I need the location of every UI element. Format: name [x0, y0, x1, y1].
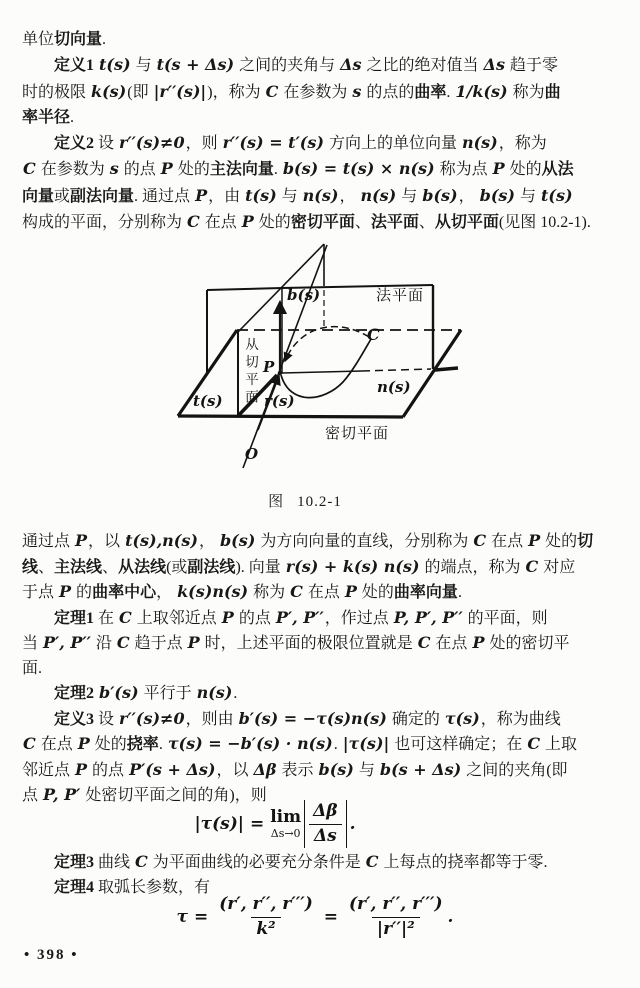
fraction-r-squared	[344, 894, 448, 940]
text-line: 点 P, P′ 处密切平面之间的角)，则	[22, 785, 267, 804]
limit-operator	[270, 809, 301, 839]
lim-subscript: Δs→0	[270, 827, 301, 840]
formula-lhs: τ	[176, 907, 188, 927]
abs-bar-left	[304, 800, 305, 848]
text-line: 邻近点 P 的点 P′(s + Δs)，以 Δβ 表示 b(s) 与 b(s + Δs) 之间的夹角(即	[22, 759, 568, 779]
fraction-denominator: Δs	[309, 824, 342, 847]
text-line: 向量或副法向量. 通过点 P，由 t(s) 与 n(s)， n(s) 与 b(s)， b(s) 与 t(s)	[22, 185, 573, 205]
label-osculating-plane: 密切平面	[325, 426, 390, 442]
equals-sign: =	[249, 814, 265, 834]
text-line: 定义1 t(s) 与 t(s + Δs) 之间的夹角与 Δs 之比的绝对值当 Δs 趋于零	[54, 55, 558, 75]
abs-bar-right	[346, 800, 347, 848]
label-rectifying-plane: 从切平面	[243, 337, 258, 407]
formula-period: .	[349, 814, 356, 834]
text-line: 面.	[22, 659, 43, 677]
figure-caption-label: 图	[268, 494, 284, 510]
curve-C	[281, 327, 371, 398]
formula-lhs: |τ(s)|	[194, 814, 244, 834]
text-line: 于点 P 的曲率中心， k(s)n(s) 称为 C 在点 P 处的曲率向量.	[22, 582, 462, 601]
label-origin-O: O	[245, 445, 259, 463]
label-point-P: P	[263, 358, 275, 376]
point-P-dot	[278, 371, 282, 375]
formula-torsion	[150, 891, 480, 943]
fraction-denominator: |r′′|²	[372, 917, 420, 940]
label-n-vector: n(s)	[377, 378, 411, 396]
fraction-numerator: (r′, r′′, r′′′)	[349, 894, 443, 915]
label-b-vector: b(s)	[287, 286, 321, 304]
text-line: 定义3 设 r′′(s)≠0，则由 b′(s) = −τ(s)n(s) 确定的 τ(s)，称为曲线	[54, 708, 561, 728]
text-line: 定理4 取弧长参数，有	[54, 879, 211, 896]
label-normal-plane: 法平面	[376, 288, 425, 304]
text-line: 通过点 P，以 t(s),n(s)， b(s) 为方向向量的直线，分别称为 C 在点 P 处的切	[22, 531, 594, 550]
formula-period: .	[447, 907, 454, 927]
page-number: • 398 •	[24, 947, 79, 963]
text-line: 定理1 在 C 上取邻近点 P 的点 P′, P′′，作过点 P, P′, P′′ 的平面，则	[54, 607, 548, 627]
formula-torsion-limit	[160, 800, 390, 848]
text-line: 定义2 设 r′′(s)≠0，则 r′′(s) = t′(s) 方向上的单位向量 n(s)，称为	[54, 133, 547, 153]
figure-caption	[140, 490, 470, 511]
text-line: 定理3 曲线 C 为平面曲线的必要充分条件是 C 上每点的挠率都等于零.	[54, 852, 548, 871]
fraction-numerator: Δβ	[313, 801, 338, 822]
fraction-dbeta-ds	[308, 801, 342, 847]
text-line: 定理2 b′(s) 平行于 n(s).	[54, 683, 238, 702]
lim-text: lim	[270, 807, 302, 827]
text-line: 时的极限 k(s)(即 |r′′(s)|)，称为 C 在参数为 s 的点的曲率. 1/k(s) 称为曲	[22, 81, 561, 101]
text-line: 构成的平面，分别称为 C 在点 P 处的密切平面、法平面、从切平面(见图 10.2-1).	[22, 212, 591, 232]
figure-caption-number: 10.2-1	[297, 494, 342, 510]
label-curve-C: C	[367, 325, 380, 344]
figure-diagram	[140, 240, 550, 495]
text-line: 线、主法线、从法线(或副法线). 向量 r(s) + k(s) n(s) 的端点，称为 C 对应	[22, 556, 576, 576]
fraction-denominator: k²	[251, 917, 280, 940]
text-line: 当 P′, P′′ 沿 C 趋于点 P 时，上述平面的极限位置就是 C 在点 P 处的密切平	[22, 633, 570, 652]
equals-sign: =	[193, 907, 209, 927]
fraction-numerator: (r′, r′′, r′′′)	[219, 894, 313, 915]
paragraph-block-top	[22, 27, 628, 235]
fraction-k-squared	[214, 894, 318, 940]
text-line: 单位切向量.	[22, 31, 107, 48]
label-r-vector: r(s)	[264, 392, 295, 410]
text-line: C 在参数为 s 的点 P 处的主法向量. b(s) = t(s) × n(s) 称为点 P 处的从法	[23, 159, 574, 179]
paragraph-block-middle	[22, 529, 628, 809]
figure-10-2-1	[140, 240, 550, 520]
text-line: C 在点 P 处的挠率. τ(s) = −b′(s) · n(s). |τ(s)| 也可这样确定；在 C 上取	[23, 734, 578, 753]
text-line: 率半径.	[22, 108, 75, 126]
label-t-vector: t(s)	[193, 392, 223, 410]
equals-sign: =	[323, 907, 339, 927]
